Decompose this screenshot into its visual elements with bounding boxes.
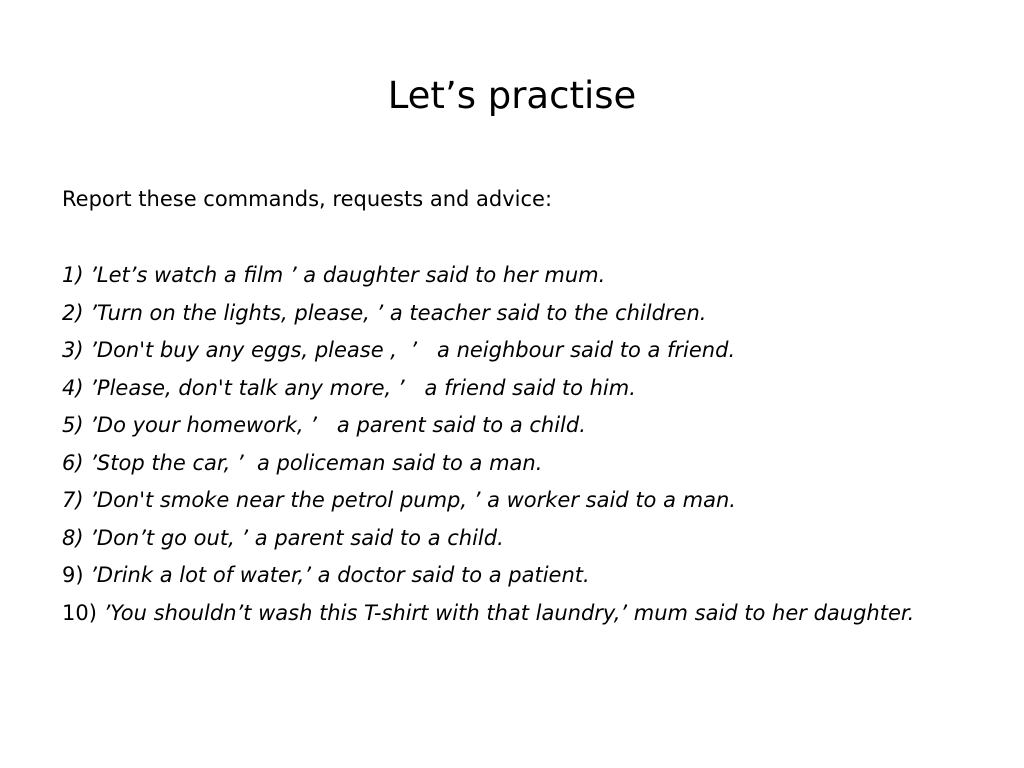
- exercise-item-10: [62, 598, 942, 628]
- exercise-text: ’Drink a lot of water,’ a doctor said to a patient.: [83, 563, 590, 587]
- exercise-text: ’Don’t go out, ’ a parent said to a child.: [83, 525, 504, 550]
- exercise-number: 5): [62, 413, 84, 437]
- exercise-item-8: [62, 523, 942, 553]
- exercise-number: 9): [62, 563, 84, 587]
- exercise-item-1: [62, 260, 942, 290]
- exercise-item-3: [62, 335, 942, 365]
- exercise-number: 4): [62, 375, 84, 400]
- exercise-item-4: [62, 373, 942, 403]
- exercise-number: 10): [62, 600, 97, 625]
- exercise-text: ’Please, don't talk any more, ’ a friend said to him.: [83, 375, 636, 400]
- instruction-text: Report these commands, requests and advice:: [62, 187, 553, 211]
- exercise-number: 7): [62, 488, 84, 512]
- exercise-number: 8): [62, 525, 84, 550]
- exercise-item-2: [62, 298, 942, 328]
- slide-title: Let’s practise: [387, 74, 637, 117]
- exercise-text: ’Stop the car, ’ a policeman said to a man.: [83, 450, 543, 475]
- exercise-list: [62, 260, 942, 635]
- exercise-item-6: [62, 448, 942, 478]
- exercise-number: 2): [62, 300, 84, 325]
- exercise-text: ’Turn on the lights, please, ’ a teacher said to the children.: [83, 300, 707, 325]
- exercise-text: ’Let’s watch a film ’ a daughter said to her mum.: [83, 263, 606, 287]
- exercise-number: 6): [62, 450, 84, 475]
- exercise-item-5: [62, 410, 942, 440]
- exercise-item-7: [62, 485, 942, 515]
- exercise-text: ’You shouldn’t wash this T-shirt with that laundry,’ mum said to her daughter.: [96, 600, 915, 625]
- exercise-number: 1): [62, 263, 84, 287]
- exercise-number: 3): [62, 338, 84, 362]
- exercise-text: ’Don't smoke near the petrol pump, ’ a worker said to a man.: [83, 488, 736, 512]
- exercise-text: ’Do your homework, ’ a parent said to a child.: [83, 413, 586, 437]
- exercise-text: ’Don't buy any eggs, please , ’ a neighbour said to a friend.: [83, 338, 736, 362]
- exercise-item-9: [62, 560, 942, 590]
